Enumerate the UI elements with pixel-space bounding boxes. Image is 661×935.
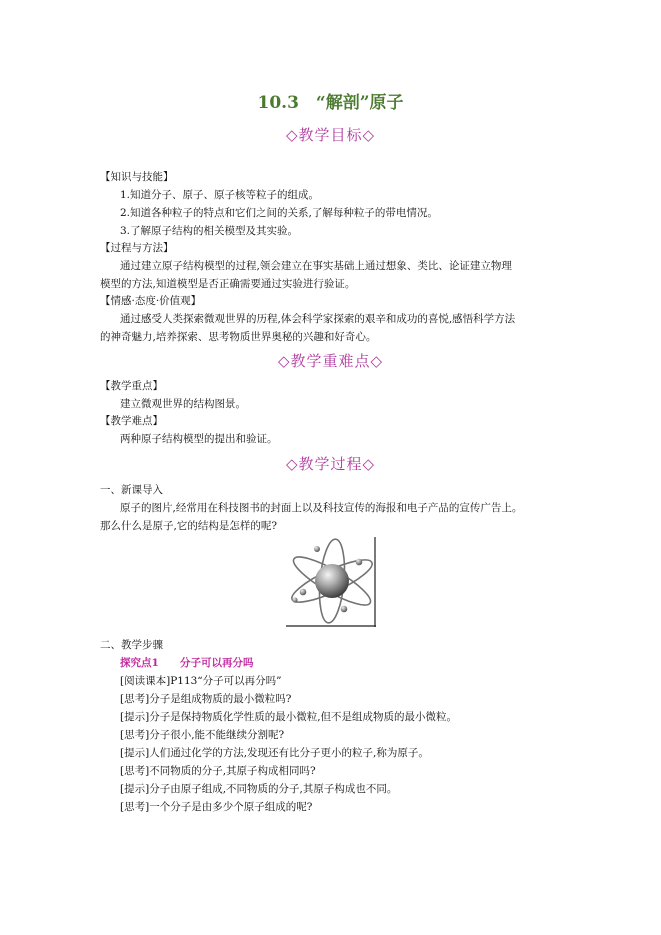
step-line: [思考]不同物质的分子,其原子构成相同吗? — [120, 765, 316, 777]
step-line: [提示]分子是保持物质化学性质的最小微粒,但不是组成物质的最小微粒。 — [120, 711, 458, 723]
step-line: [提示]分子由原子组成,不同物质的分子,其原子构成也不同。 — [120, 783, 398, 795]
difficulty-heading: 【教学难点】 — [100, 415, 163, 427]
probe-label: 探究点1 — [120, 657, 159, 669]
method-line: 通过建立原子结构模型的过程,领会建立在事实基础上通过想象、类比、论证建立物理 — [120, 260, 512, 272]
page-title: 10.3 “解剖”原子 — [257, 93, 404, 113]
knowledge-item: 2.知道各种粒子的特点和它们之间的关系,了解每种粒子的带电情况。 — [120, 207, 438, 219]
intro-line: 那么什么是原子,它的结构是怎样的呢? — [100, 520, 277, 532]
attitude-heading: 【情感·态度·价值观】 — [100, 295, 202, 307]
section-keypoints: ◇教学重难点◇ — [277, 352, 384, 370]
attitude-line: 的神奇魅力,培养探索、思考物质世界奥秘的兴趣和好奇心。 — [100, 331, 377, 343]
step-line: [思考]分子很小,能不能继续分割呢? — [120, 729, 285, 741]
step-line: [阅读课本]P113“分子可以再分吗” — [120, 675, 282, 687]
section-process: ◇教学过程◇ — [285, 455, 376, 473]
step-line: [提示]人们通过化学的方法,发现还有比分子更小的粒子,称为原子。 — [120, 747, 429, 759]
knowledge-heading: 【知识与技能】 — [100, 171, 174, 183]
method-line: 模型的方法,知道模型是否正确需要通过实验进行验证。 — [100, 278, 356, 290]
atom-illustration — [286, 537, 376, 627]
electron-dot — [341, 606, 348, 613]
knowledge-item: 3.了解原子结构的相关模型及其实验。 — [120, 225, 299, 237]
electron-dot — [314, 546, 320, 552]
attitude-line: 通过感受人类探索微观世界的历程,体会科学家探索的艰辛和成功的喜悦,感悟科学方法 — [120, 313, 516, 325]
section-goals: ◇教学目标◇ — [285, 126, 376, 144]
step-line: [思考]分子是组成物质的最小微粒吗? — [120, 693, 292, 705]
focus-text: 建立微观世界的结构图景。 — [120, 398, 246, 410]
method-heading: 【过程与方法】 — [100, 242, 174, 254]
steps-heading: 二、教学步骤 — [100, 639, 163, 651]
focus-heading: 【教学重点】 — [100, 380, 163, 392]
probe-title: 分子可以再分吗 — [180, 657, 254, 669]
electron-dot — [300, 589, 307, 596]
intro-line: 原子的图片,经常用在科技图书的封面上以及科技宣传的海报和电子产品的宣传广告上。 — [120, 502, 523, 514]
intro-heading: 一、新课导入 — [100, 484, 163, 496]
step-line: [思考]一个分子是由多少个原子组成的呢? — [120, 801, 313, 813]
electron-dot — [292, 597, 297, 602]
difficulty-text: 两种原子结构模型的提出和验证。 — [120, 433, 278, 445]
electron-dot — [356, 559, 363, 566]
nucleus-sphere — [315, 564, 349, 598]
knowledge-item: 1.知道分子、原子、原子核等粒子的组成。 — [120, 189, 320, 201]
